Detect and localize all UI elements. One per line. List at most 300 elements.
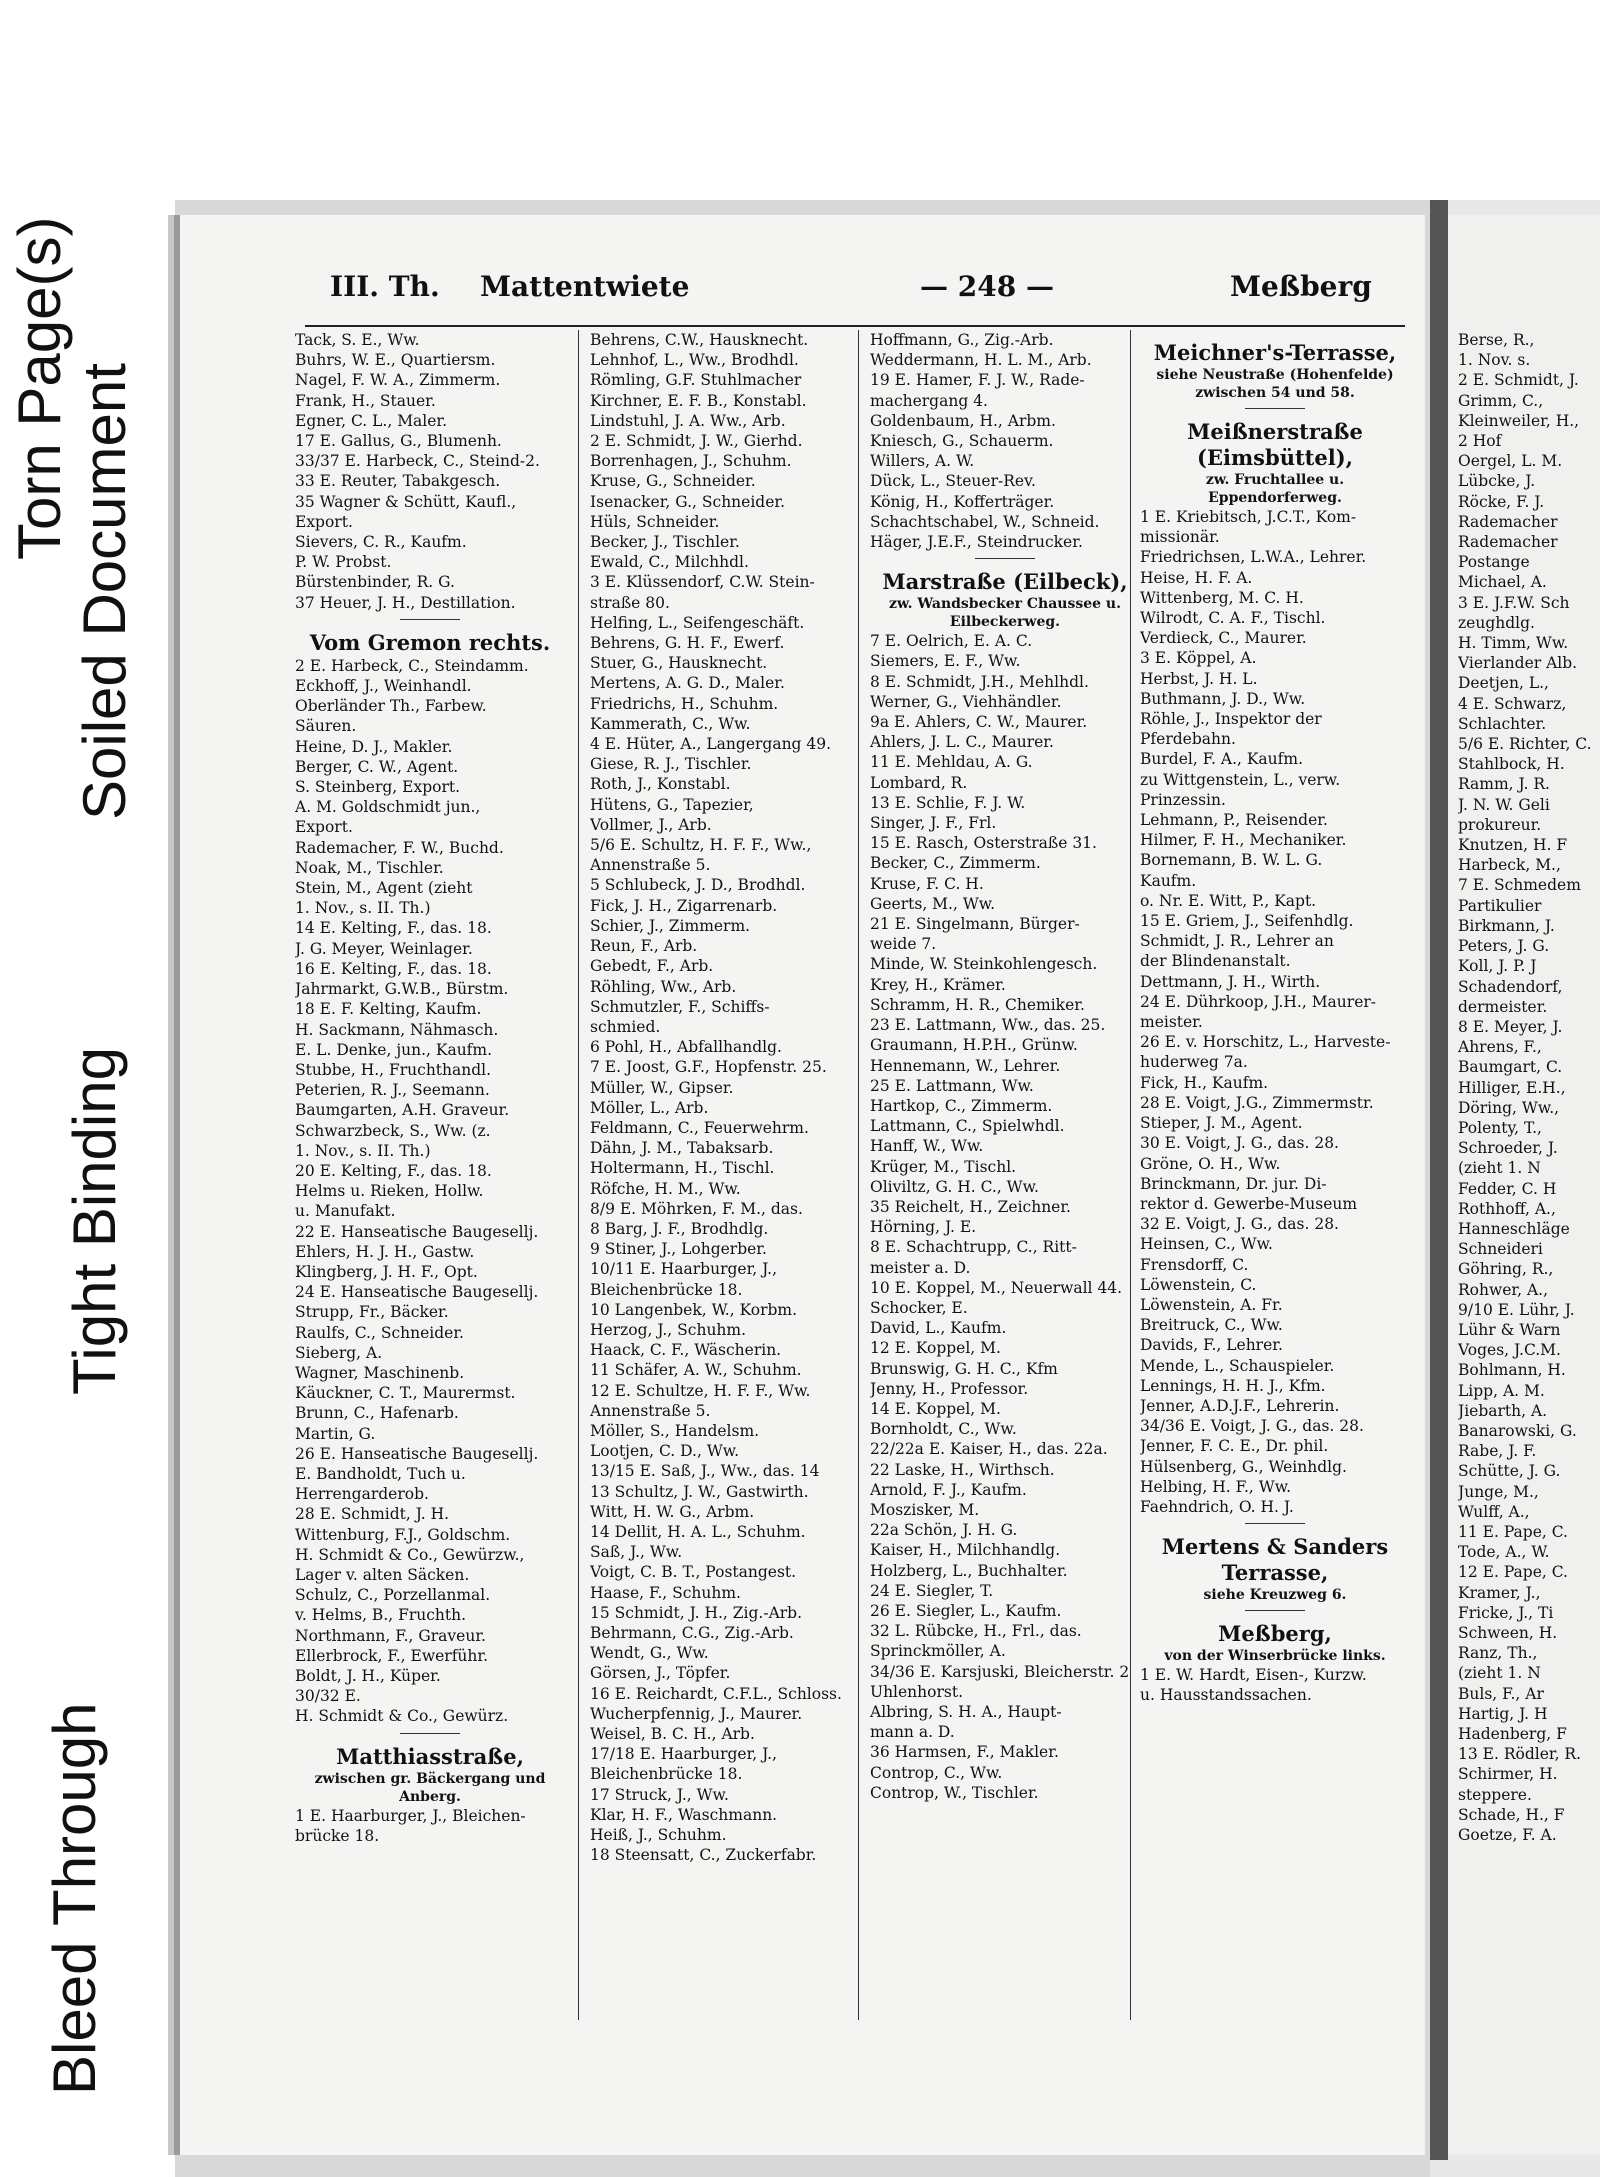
- directory-entry: Export.: [295, 818, 353, 837]
- directory-entry: Heise, H. F. A.: [1140, 568, 1253, 587]
- directory-entry: Hanff, W., Ww.: [870, 1137, 984, 1156]
- directory-entry: Voigt, C. B. T., Postangest.: [590, 1563, 797, 1582]
- directory-entry: H. Sackmann, Nähmasch.: [295, 1020, 499, 1039]
- directory-entry: schmied.: [590, 1017, 661, 1036]
- directory-entry: Goldenbaum, H., Arbm.: [870, 411, 1056, 430]
- directory-entry: 3 E. Klüssendorf, C.W. Stein-: [590, 573, 815, 592]
- directory-entry: 36 Harmsen, F., Makler.: [870, 1743, 1059, 1762]
- directory-entry: 32 E. Voigt, J. G., das. 28.: [1140, 1215, 1339, 1234]
- directory-entry: zeughdlg.: [1458, 613, 1535, 632]
- directory-entry: Möller, S., Handelsm.: [590, 1421, 760, 1440]
- directory-entry: Kammerath, C., Ww.: [590, 714, 751, 733]
- directory-entry: Hörning, J. E.: [870, 1218, 977, 1237]
- directory-entry: Mertens, A. G. D., Maler.: [590, 674, 785, 693]
- directory-entry: Annenstraße 5.: [590, 1401, 711, 1420]
- directory-entry: Jiebarth, A.: [1458, 1401, 1548, 1420]
- directory-entry: Koll, J. P. J: [1458, 957, 1537, 976]
- directory-entry: Hadenberg, F: [1458, 1725, 1567, 1744]
- directory-entry: Behrmann, C.G., Zig.-Arb.: [590, 1624, 794, 1642]
- directory-entry: 10 E. Koppel, M., Neuerwall 44.: [870, 1278, 1123, 1297]
- directory-entry: 12 E. Schultze, H. F. F., Ww.: [590, 1381, 811, 1400]
- street-subheading: zw. Fruchtallee u. Eppendorferweg.: [1205, 472, 1345, 506]
- directory-entry: 20 E. Kelting, F., das. 18.: [295, 1161, 492, 1180]
- directory-entry: Schade, H., F: [1458, 1805, 1565, 1824]
- book-gutter: [1430, 200, 1448, 2160]
- directory-entry: Wilrodt, C. A. F., Tischl.: [1140, 609, 1326, 628]
- directory-entry: Schütte, J. G.: [1458, 1462, 1561, 1481]
- section-separator: [1245, 1523, 1305, 1524]
- directory-entry: Buthmann, J. D., Ww.: [1140, 689, 1306, 708]
- directory-entry: Kruse, F. C. H.: [870, 874, 984, 893]
- directory-entry: 5/6 E. Richter, C.: [1458, 735, 1592, 754]
- directory-entry: König, H., Kofferträger.: [870, 492, 1055, 511]
- directory-entry: Klingberg, J. H. F., Opt.: [295, 1262, 478, 1281]
- section-separator: [400, 1733, 460, 1734]
- directory-entry: Lombard, R.: [870, 773, 968, 792]
- directory-entry: 15 E. Griem, J., Seifenhdlg.: [1140, 912, 1354, 931]
- directory-entry: 1 E. Haarburger, J., Bleichen-: [295, 1806, 526, 1825]
- directory-entry: Harbeck, M.,: [1458, 856, 1561, 875]
- directory-entry: 16 E. Reichardt, C.F.L., Schloss.: [590, 1684, 842, 1703]
- directory-entry: Witt, H. W. G., Arbm.: [590, 1502, 755, 1521]
- directory-entry: E. Bandholdt, Tuch u.: [295, 1464, 466, 1483]
- directory-entry: 34/36 E. Voigt, J. G., das. 28.: [1140, 1417, 1364, 1436]
- directory-entry: steppere.: [1458, 1785, 1532, 1804]
- directory-entry: Grimm, C.,: [1458, 391, 1544, 410]
- directory-entry: Hartig, J. H: [1458, 1704, 1548, 1723]
- directory-entry: 13 E. Schlie, F. J. W.: [870, 793, 1026, 812]
- directory-entry: 2 E. Schmidt, J.: [1458, 371, 1579, 390]
- directory-entry: Müller, W., Gipser.: [590, 1078, 734, 1097]
- directory-entry: Knutzen, H. F: [1458, 836, 1568, 855]
- directory-entry: 9a E. Ahlers, C. W., Maurer.: [870, 713, 1088, 732]
- directory-entry: Wucherpfennig, J., Maurer.: [590, 1704, 803, 1723]
- directory-entry: Stuer, G., Hausknecht.: [590, 654, 768, 673]
- directory-entry: Hütens, G., Tapezier,: [590, 795, 754, 814]
- directory-entry: Mende, L., Schauspieler.: [1140, 1356, 1335, 1375]
- directory-entry: Oliviltz, G. H. C., Ww.: [870, 1177, 1039, 1196]
- directory-entry: Partikulier: [1458, 896, 1542, 915]
- directory-entry: Banarowski, G.: [1458, 1421, 1577, 1440]
- directory-entry: H. Schmidt & Co., Gewürz.: [295, 1707, 509, 1726]
- directory-entry: Polenty, T.,: [1458, 1118, 1542, 1137]
- directory-entry: Ellerbrock, F., Ewerführ.: [295, 1646, 489, 1665]
- directory-entry: straße 80.: [590, 593, 670, 612]
- directory-entry: (zieht 1. N: [1458, 1159, 1541, 1178]
- street-heading: Vom Gremon rechts.: [309, 629, 551, 655]
- directory-entry: Krey, H., Krämer.: [870, 975, 1006, 994]
- street-heading: Mertens & Sanders Terrasse,: [1161, 1534, 1389, 1586]
- directory-entry: Peterien, R. J., Seemann.: [295, 1081, 490, 1100]
- column-3: [870, 330, 1140, 1803]
- directory-entry: 5/6 E. Schultz, H. F. F., Ww.,: [590, 836, 812, 855]
- directory-entry: 3 E. J.F.W. Sch: [1458, 593, 1570, 612]
- directory-entry: 13 Schultz, J. W., Gastwirth.: [590, 1482, 809, 1501]
- directory-entry: Rademacher: [1458, 512, 1558, 531]
- directory-page: [180, 215, 1425, 2155]
- directory-entry: brücke 18.: [295, 1826, 380, 1845]
- directory-entry: Brunn, C., Hafenarb.: [295, 1404, 459, 1423]
- directory-entry: Wulff, A.,: [1458, 1502, 1530, 1521]
- directory-entry: Schlachter.: [1458, 714, 1547, 733]
- directory-entry: Ramm, J. R.: [1458, 775, 1550, 794]
- directory-entry: Kramer, J.,: [1458, 1583, 1541, 1602]
- directory-entry: Becker, C., Zimmerm.: [870, 854, 1041, 873]
- directory-entry: Möller, L., Arb.: [590, 1098, 709, 1117]
- directory-entry: Sievers, C. R., Kaufm.: [295, 533, 467, 552]
- directory-entry: Buhrs, W. E., Quartiersm.: [295, 351, 496, 370]
- scan-stamps: [0, 0, 175, 2177]
- directory-entry: H. Schmidt & Co., Gewürzw.,: [295, 1545, 525, 1564]
- directory-entry: 28 E. Voigt, J.G., Zimmermstr.: [1140, 1093, 1374, 1112]
- directory-entry: 24 E. Siegler, T.: [870, 1581, 994, 1600]
- directory-entry: 33 E. Reuter, Tabakgesch.: [295, 472, 501, 491]
- directory-entry: Ranz, Th.,: [1458, 1644, 1538, 1663]
- directory-entry: Herbst, J. H. L.: [1140, 669, 1258, 688]
- directory-entry: Deetjen, L.,: [1458, 674, 1549, 693]
- directory-entry: Dück, L., Steuer-Rev.: [870, 472, 1036, 491]
- directory-entry: Häger, J.E.F., Steindrucker.: [870, 533, 1083, 552]
- directory-entry: Prinzessin.: [1140, 790, 1226, 809]
- street-subheading: siehe Neustraße (Hohenfelde) zwischen 54 und 58.: [1156, 367, 1394, 401]
- directory-entry: Lipp, A. M.: [1458, 1381, 1545, 1400]
- directory-entry: 32 L. Rübcke, H., Frl., das.: [870, 1622, 1082, 1641]
- directory-entry: Bürstenbinder, R. G.: [295, 573, 455, 592]
- directory-entry: Herzog, J., Schuhm.: [590, 1320, 747, 1339]
- directory-entry: Döring, Ww.,: [1458, 1098, 1560, 1117]
- directory-entry: Werner, G., Viehhändler.: [870, 692, 1062, 711]
- directory-entry: Sieberg, A.: [295, 1343, 383, 1362]
- directory-entry: Helfing, L., Seifengeschäft.: [590, 613, 805, 632]
- directory-entry: Helbing, H. F., Ww.: [1140, 1477, 1292, 1496]
- directory-entry: Oergel, L. M.: [1458, 452, 1563, 471]
- directory-entry: Lehnhof, L., Ww., Brodhdl.: [590, 351, 799, 370]
- street-heading: Meißnerstraße (Eimsbüttel),: [1187, 419, 1363, 470]
- directory-entry: Pferdebahn.: [1140, 730, 1236, 749]
- directory-entry: 2 E. Harbeck, C., Steindamm.: [295, 656, 529, 675]
- directory-entry: Bleichenbrücke 18.: [590, 1765, 743, 1784]
- directory-entry: Lehmann, P., Reisender.: [1140, 811, 1328, 830]
- directory-entry: Northmann, F., Graveur.: [295, 1626, 486, 1645]
- directory-entry: Faehndrich, O. H. J.: [1140, 1497, 1294, 1516]
- directory-entry: Hilmer, F. H., Mechaniker.: [1140, 831, 1347, 850]
- directory-entry: 4 E. Schwarz,: [1458, 694, 1567, 713]
- directory-entry: 16 E. Kelting, F., das. 18.: [295, 959, 492, 978]
- directory-entry: Weddermann, H. L. M., Arb.: [870, 351, 1092, 370]
- directory-entry: 24 E. Dührkoop, J.H., Maurer-: [1140, 992, 1377, 1011]
- directory-entry: 35 Wagner & Schütt, Kaufl.,: [295, 492, 517, 511]
- directory-entry: Weisel, B. C. H., Arb.: [590, 1725, 755, 1744]
- directory-entry: Stubbe, H., Fruchthandl.: [295, 1060, 492, 1079]
- directory-entry: huderweg 7a.: [1140, 1053, 1248, 1072]
- directory-entry: 14 Dellit, H. A. L., Schuhm.: [590, 1522, 806, 1541]
- directory-entry: o. Nr. E. Witt, P., Kapt.: [1140, 891, 1317, 910]
- directory-entry: Dähn, J. M., Tabaksarb.: [590, 1139, 774, 1158]
- directory-entry: meister.: [1140, 1013, 1203, 1032]
- directory-entry: Controp, C., Ww.: [870, 1763, 1003, 1782]
- directory-entry: Albring, S. H. A., Haupt-: [870, 1703, 1062, 1721]
- directory-entry: Jenner, A.D.J.F., Lehrerin.: [1140, 1396, 1340, 1415]
- directory-entry: 14 E. Kelting, F., das. 18.: [295, 919, 492, 938]
- directory-entry: Lübcke, J.: [1458, 472, 1536, 491]
- directory-entry: v. Helms, B., Fruchth.: [295, 1606, 467, 1625]
- street-subheading: zw. Wandsbecker Chaussee u. Eilbeckerweg.: [889, 596, 1121, 631]
- stamp-bleed-through: Bleed Through: [41, 1702, 108, 2095]
- directory-entry: Tode, A., W.: [1458, 1543, 1550, 1562]
- directory-entry: Isenacker, G., Schneider.: [590, 492, 786, 511]
- directory-entry: 11 E. Pape, C.: [1458, 1522, 1568, 1541]
- directory-entry: Jenner, F. C. E., Dr. phil.: [1140, 1437, 1329, 1456]
- street-heading: Meichner's-Terrasse,: [1153, 340, 1397, 365]
- directory-entry: Herrengarderob.: [295, 1485, 429, 1504]
- directory-entry: Schwarzbeck, S., Ww. (z.: [295, 1121, 491, 1140]
- directory-entry: Kirchner, E. F. B., Konstabl.: [590, 391, 807, 410]
- directory-entry: Boldt, J. H., Küper.: [295, 1667, 441, 1685]
- directory-entry: 22a Schön, J. H. G.: [870, 1521, 1018, 1540]
- directory-entry: Lattmann, C., Spielwhdl.: [870, 1117, 1065, 1136]
- section-separator: [1245, 1610, 1305, 1611]
- directory-entry: Klar, H. F., Waschmann.: [590, 1805, 778, 1824]
- directory-entry: Säuren.: [295, 717, 357, 736]
- directory-entry: Berse, R.,: [1458, 331, 1535, 349]
- directory-entry: Frensdorff, C.: [1140, 1255, 1249, 1274]
- directory-entry: Röhle, J., Inspektor der: [1140, 710, 1322, 729]
- directory-entry: Strupp, Fr., Bäcker.: [295, 1303, 449, 1322]
- directory-entry: 10 Langenbek, W., Korbm.: [590, 1300, 798, 1319]
- directory-entry: Schier, J., Zimmerm.: [590, 916, 751, 935]
- directory-entry: H. Timm, Ww.: [1458, 634, 1569, 653]
- adjacent-page-column: [1458, 330, 1598, 1845]
- directory-entry: 33/37 E. Harbeck, C., Steind-2.: [295, 452, 540, 471]
- directory-entry: Hilliger, E.H.,: [1458, 1078, 1566, 1097]
- directory-entry: 30/32 E.: [295, 1687, 361, 1706]
- directory-entry: 15 Schmidt, J. H., Zig.-Arb.: [590, 1603, 803, 1622]
- column-4: [1140, 330, 1410, 1706]
- directory-entry: 12 E. Koppel, M.: [870, 1339, 1001, 1358]
- directory-entry: Helms u. Rieken, Hollw.: [295, 1182, 484, 1201]
- directory-entry: mann a. D.: [870, 1723, 955, 1742]
- directory-entry: Geerts, M., Ww.: [870, 894, 996, 913]
- directory-entry: Oberländer Th., Farbew.: [295, 697, 487, 716]
- directory-entry: Lühr & Warn: [1458, 1320, 1561, 1339]
- directory-entry: Löwenstein, A. Fr.: [1140, 1295, 1283, 1314]
- directory-entry: 11 E. Mehldau, A. G.: [870, 753, 1033, 772]
- directory-entry: Berger, C. W., Agent.: [295, 757, 459, 776]
- directory-entry: Lennings, H. H. J., Kfm.: [1140, 1376, 1326, 1395]
- directory-entry: Stieper, J. M., Agent.: [1140, 1114, 1303, 1133]
- directory-entry: Röfche, H. M., Ww.: [590, 1179, 741, 1198]
- directory-entry: machergang 4.: [870, 391, 988, 410]
- directory-entry: Ewald, C., Milchhdl.: [590, 553, 749, 572]
- header-left-street: Mattentwiete: [480, 270, 690, 303]
- directory-entry: 22 Laske, H., Wirthsch.: [870, 1460, 1055, 1479]
- directory-entry: prokureur.: [1458, 815, 1542, 834]
- directory-entry: Heiß, J., Schuhm.: [590, 1826, 727, 1845]
- directory-entry: Eckhoff, J., Weinhandl.: [295, 677, 472, 696]
- directory-entry: Behrens, C.W., Hausknecht.: [590, 331, 809, 349]
- adjacent-page-fragment: [1448, 215, 1600, 2155]
- directory-entry: 1. Nov., s. II. Th.): [295, 1141, 431, 1160]
- directory-entry: Borrenhagen, J., Schuhm.: [590, 452, 792, 471]
- directory-entry: Schneideri: [1458, 1240, 1543, 1259]
- directory-entry: Schachtschabel, W., Schneid.: [870, 512, 1100, 531]
- directory-entry: 25 E. Lattmann, Ww.: [870, 1076, 1034, 1095]
- directory-entry: Frank, H., Stauer.: [295, 391, 436, 410]
- directory-entry: Kniesch, G., Schauerm.: [870, 432, 1054, 451]
- directory-entry: Krüger, M., Tischl.: [870, 1157, 1017, 1176]
- directory-entry: 8 E. Schachtrupp, C., Ritt-: [870, 1238, 1077, 1257]
- street-heading: Matthiasstraße,: [336, 1743, 524, 1769]
- directory-entry: J. N. W. Geli: [1458, 795, 1550, 814]
- directory-entry: dermeister.: [1458, 997, 1548, 1016]
- directory-entry: 12 E. Pape, C.: [1458, 1563, 1568, 1582]
- directory-entry: Schulz, C., Porzellanmal.: [295, 1586, 491, 1605]
- directory-entry: 1 E. W. Hardt, Eisen-, Kurzw.: [1140, 1666, 1367, 1685]
- directory-entry: Annenstraße 5.: [590, 856, 711, 875]
- directory-entry: Kruse, G., Schneider.: [590, 472, 756, 491]
- directory-entry: der Blindenanstalt.: [1140, 952, 1291, 971]
- directory-entry: Löwenstein, C.: [1140, 1275, 1257, 1294]
- directory-entry: Kaufm.: [1140, 871, 1197, 890]
- header-right-street: Meßberg: [1230, 270, 1372, 303]
- column-divider: [578, 330, 579, 2020]
- directory-entry: 13 E. Rödler, R.: [1458, 1745, 1582, 1764]
- directory-entry: Rothhoff, A.,: [1458, 1199, 1556, 1218]
- directory-entry: Wendt, G., Ww.: [590, 1644, 709, 1663]
- directory-entry: Brinckmann, Dr. jur. Di-: [1140, 1174, 1327, 1193]
- directory-entry: Schroeder, J.: [1458, 1139, 1558, 1158]
- directory-entry: 34/36 E. Karsjuski, Bleicherstr. 2: [870, 1662, 1130, 1681]
- directory-entry: Moszisker, M.: [870, 1500, 980, 1519]
- directory-entry: Voges, J.C.M.: [1458, 1341, 1561, 1360]
- directory-entry: Fedder, C. H: [1458, 1179, 1557, 1198]
- directory-entry: 30 E. Voigt, J. G., das. 28.: [1140, 1134, 1339, 1153]
- directory-entry: zu Wittgenstein, L., verw.: [1140, 770, 1341, 789]
- directory-entry: u. Manufakt.: [295, 1202, 396, 1221]
- directory-entry: Junge, M.,: [1458, 1482, 1539, 1501]
- section-separator: [400, 619, 460, 620]
- directory-entry: Bornemann, B. W. L. G.: [1140, 851, 1323, 870]
- directory-entry: 13/15 E. Saß, J., Ww., das. 14: [590, 1462, 820, 1481]
- directory-entry: Ehlers, H. J. H., Gastw.: [295, 1242, 475, 1261]
- directory-entry: Baumgart, C.: [1458, 1058, 1563, 1077]
- directory-entry: 22/22a E. Kaiser, H., das. 22a.: [870, 1440, 1108, 1459]
- street-heading: Meßberg,: [1218, 1621, 1332, 1647]
- directory-entry: Gröne, O. H., Ww.: [1140, 1154, 1281, 1173]
- directory-entry: Saß, J., Ww.: [590, 1543, 683, 1562]
- stamp-torn-pages: Torn Page(s): [6, 216, 73, 560]
- directory-entry: Bleichenbrücke 18.: [590, 1280, 743, 1299]
- directory-entry: 17 Struck, J., Ww.: [590, 1785, 729, 1804]
- directory-entry: Gebedt, F., Arb.: [590, 957, 714, 976]
- directory-entry: Behrens, G. H. F., Ewerf.: [590, 634, 785, 653]
- header-rule: [305, 325, 1405, 327]
- directory-entry: Holtermann, H., Tischl.: [590, 1159, 775, 1178]
- directory-entry: (zieht 1. N: [1458, 1664, 1541, 1683]
- directory-entry: 7 E. Joost, G.F., Hopfenstr. 25.: [590, 1058, 827, 1077]
- directory-entry: Willers, A. W.: [870, 452, 975, 471]
- directory-entry: Hüls, Schneider.: [590, 512, 720, 531]
- directory-entry: Schween, H.: [1458, 1624, 1558, 1642]
- directory-entry: 2 E. Schmidt, J. W., Gierhd.: [590, 432, 803, 451]
- directory-entry: Schramm, H. R., Chemiker.: [870, 995, 1085, 1014]
- directory-entry: Stahlbock, H.: [1458, 755, 1565, 774]
- directory-entry: Burdel, F. A., Kaufm.: [1140, 750, 1304, 769]
- directory-entry: 1. Nov., s. II. Th.): [295, 899, 431, 918]
- directory-entry: missionär.: [1140, 528, 1220, 547]
- directory-entry: 4 E. Hüter, A., Langergang 49.: [590, 735, 832, 754]
- directory-entry: weide 7.: [870, 935, 937, 954]
- directory-entry: Lindstuhl, J. A. Ww., Arb.: [590, 411, 786, 430]
- directory-entry: Verdieck, C., Maurer.: [1140, 629, 1307, 648]
- section-separator: [975, 558, 1035, 559]
- directory-entry: Birkmann, J.: [1458, 916, 1555, 935]
- directory-entry: Schmidt, J. R., Lehrer an: [1140, 932, 1334, 951]
- street-subheading: siehe Kreuzweg 6.: [1203, 1587, 1347, 1604]
- directory-entry: 26 E. Hanseatische Baugesellj.: [295, 1444, 539, 1463]
- directory-entry: Schmutzler, F., Schiffs-: [590, 997, 770, 1016]
- directory-entry: Breitruck, C., Ww.: [1140, 1316, 1283, 1335]
- directory-entry: Schocker, E.: [870, 1298, 968, 1317]
- directory-entry: Hoffmann, G., Zig.-Arb.: [870, 331, 1054, 349]
- directory-entry: Göhring, R.,: [1458, 1260, 1554, 1279]
- directory-entry: Brunswig, G. H. C., Kfm: [870, 1359, 1058, 1378]
- directory-entry: Römling, G.F. Stuhlmacher: [590, 371, 802, 390]
- directory-entry: Rademacher: [1458, 533, 1558, 552]
- street-subheading: zwischen gr. Bäckergang und Anberg.: [314, 1770, 546, 1805]
- page-header: [330, 270, 1410, 310]
- directory-entry: Postange: [1458, 553, 1530, 572]
- directory-entry: 6 Pohl, H., Abfallhandlg.: [590, 1038, 782, 1057]
- directory-entry: Giese, R. J., Tischler.: [590, 755, 752, 774]
- directory-entry: Friedrichsen, L.W.A., Lehrer.: [1140, 548, 1367, 567]
- directory-entry: Fick, H., Kaufm.: [1140, 1073, 1269, 1092]
- directory-entry: Roth, J., Konstabl.: [590, 775, 731, 794]
- directory-entry: Görsen, J., Töpfer.: [590, 1664, 731, 1683]
- directory-entry: Becker, J., Tischler.: [590, 533, 740, 552]
- directory-entry: Fricke, J., Ti: [1458, 1603, 1554, 1622]
- directory-entry: Noak, M., Tischler.: [295, 858, 444, 877]
- directory-entry: 2 Hof: [1458, 432, 1502, 451]
- directory-entry: Uhlenhorst.: [870, 1682, 963, 1701]
- directory-entry: Goetze, F. A.: [1458, 1826, 1557, 1845]
- directory-entry: S. Steinberg, Export.: [295, 778, 461, 797]
- directory-entry: Tack, S. E., Ww.: [295, 331, 420, 349]
- directory-entry: 8/9 E. Möhrken, F. M., das.: [590, 1199, 803, 1218]
- directory-entry: Lager v. alten Säcken.: [295, 1565, 470, 1584]
- directory-entry: Schirmer, H.: [1458, 1765, 1558, 1784]
- directory-entry: meister a. D.: [870, 1258, 971, 1277]
- directory-entry: Graumann, H.P.H., Grünw.: [870, 1036, 1078, 1055]
- directory-entry: 7 E. Schmedem: [1458, 876, 1581, 895]
- column-1: [295, 330, 565, 1846]
- directory-entry: Singer, J. F., Frl.: [870, 814, 997, 833]
- directory-entry: Egner, C. L., Maler.: [295, 411, 448, 430]
- directory-entry: 9 Stiner, J., Lohgerber.: [590, 1240, 767, 1259]
- directory-entry: 18 Steensatt, C., Zuckerfabr.: [590, 1846, 817, 1865]
- stamp-tight-binding: Tight Binding: [61, 1047, 128, 1395]
- directory-entry: A. M. Goldschmidt jun.,: [295, 798, 481, 817]
- directory-entry: Rohwer, A.,: [1458, 1280, 1549, 1299]
- directory-entry: 24 E. Hanseatische Baugesellj.: [295, 1283, 539, 1302]
- directory-entry: Davids, F., Lehrer.: [1140, 1336, 1283, 1355]
- directory-entry: Feldmann, C., Feuerwehrm.: [590, 1118, 809, 1137]
- directory-entry: David, L., Kaufm.: [870, 1319, 1007, 1338]
- directory-entry: Sprinckmöller, A.: [870, 1642, 1006, 1661]
- directory-entry: Hennemann, W., Lehrer.: [870, 1056, 1061, 1075]
- header-page-number: — 248 —: [920, 270, 1054, 303]
- directory-entry: Röcke, F. J.: [1458, 492, 1545, 511]
